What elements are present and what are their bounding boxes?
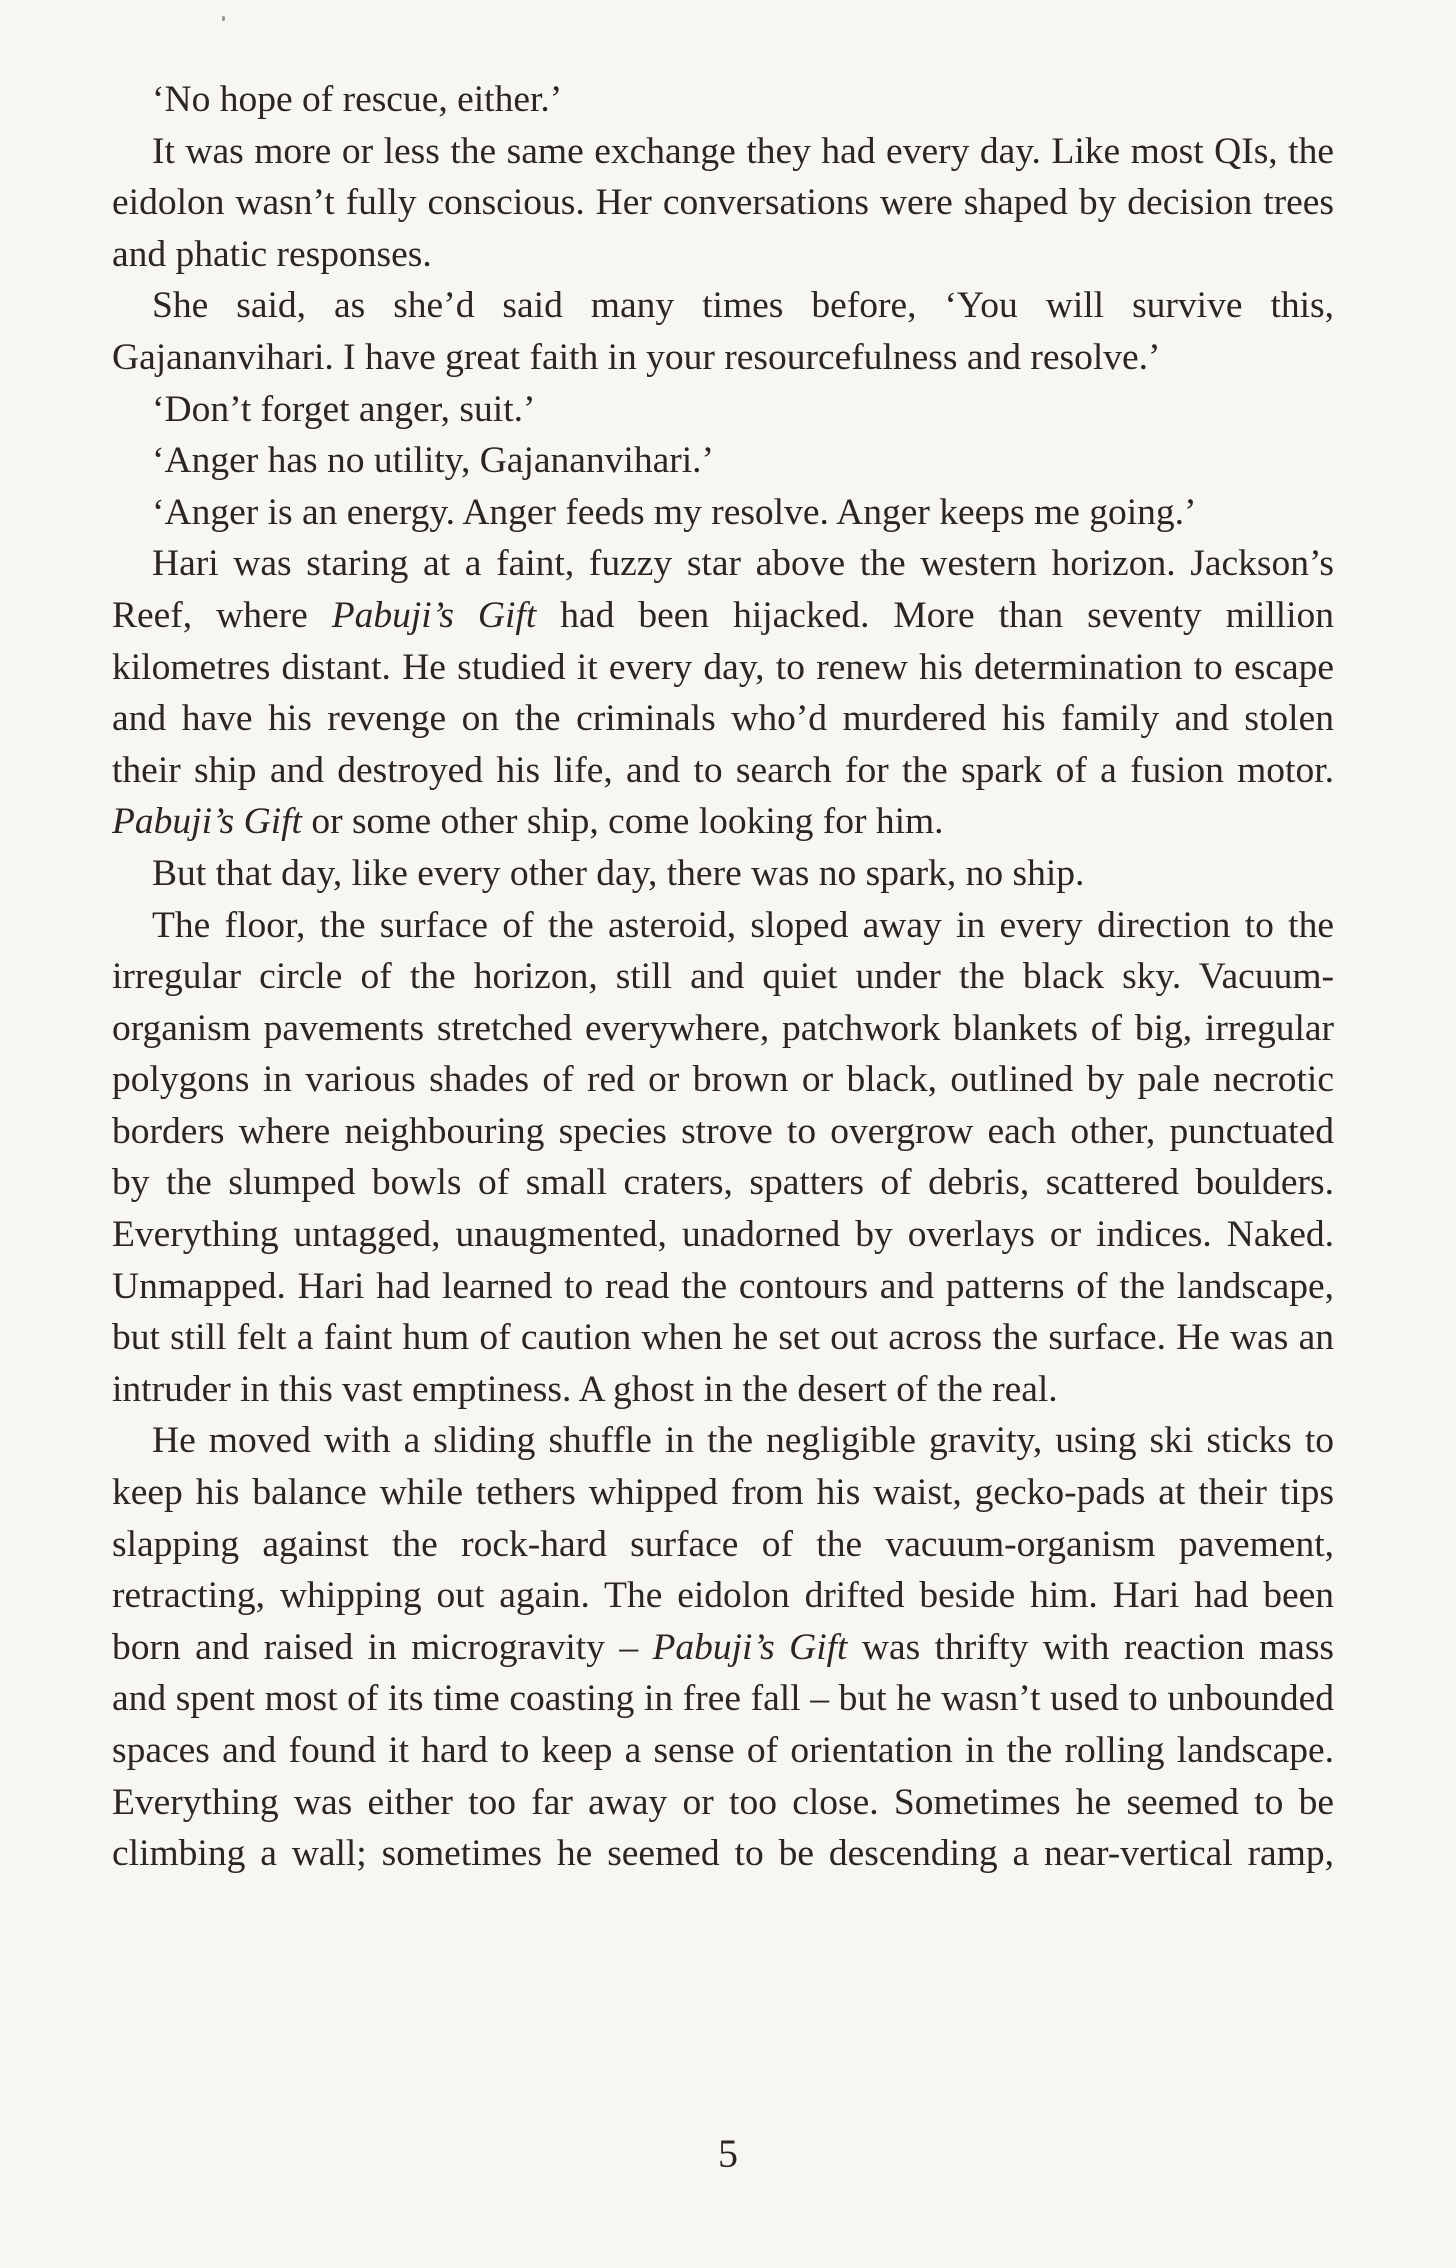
paper-speck <box>222 16 225 21</box>
text-run: It was more or less the same exchange they had every day. Like most QIs, the eidolon wasn’t fully conscious. Her conversations were shaped by decision trees and phatic responses. <box>112 130 1334 275</box>
text-run: Hari was staring at a faint, fuzzy star above the western horizon. Jackson’s Reef, where <box>112 543 1334 636</box>
paragraph <box>112 435 1334 487</box>
italic-title: Pabuji’s Gift <box>331 594 537 636</box>
text-run: But that day, like every other day, there was no spark, no ship. <box>152 852 1085 894</box>
paragraph <box>112 538 1334 848</box>
paragraph <box>112 74 1334 126</box>
body-text <box>112 74 1334 1880</box>
paragraph <box>112 900 1334 1416</box>
text-run: ‘No hope of rescue, either.’ <box>152 79 563 120</box>
text-run: was thrifty with reaction mass and spent most of its time coasting in free fall – but he wasn’t used to unbounded spaces and found it hard to keep a sense of orientation in the rolling landscape. Everything was either too far away or too close. Sometimes he seemed to be climbing a wall; sometimes he seemed to be descending a near-vertical ramp, <box>112 1626 1334 1875</box>
text-run: She said, as she’d said many times before, ‘You will survive this, Gajananvihari. I have great faith in your resourcefulness and resolve.’ <box>112 285 1334 378</box>
paragraph <box>112 1415 1334 1879</box>
paragraph <box>112 126 1334 281</box>
paragraph <box>112 848 1334 900</box>
paragraph <box>112 384 1334 436</box>
text-run: He moved with a sliding shuffle in the negligible gravity, using ski sticks to keep his balance while tethers whipped from his waist, gecko-pads at their tips slapping against the rock-hard surface of the vacuum-organism pavement, retracting, whipping out again. The eidolon drifted beside him. Hari had been born and raised in microgravity – <box>112 1420 1334 1668</box>
text-run: or some other ship, come looking for him. <box>301 801 944 843</box>
paragraph <box>112 280 1334 383</box>
italic-title: Pabuji’s Gift <box>112 801 302 843</box>
italic-title: Pabuji’s Gift <box>652 1626 848 1668</box>
text-run: ‘Anger has no utility, Gajananvihari.’ <box>152 440 714 482</box>
text-run: ‘Don’t forget anger, suit.’ <box>152 388 536 430</box>
text-run: The floor, the surface of the asteroid, sloped away in every direction to the irregular circle of the horizon, still and quiet under the black sky. Vacuum-organism pavements stretched everywhere, patchwork blankets of big, irregular polygons in various shades of red or brown or black, outlined by pale necrotic borders where neighbouring species strove to overgrow each other, punctuated by the slumped bowls of small craters, spatters of debris, scattered boulders. Everything untagged, unaugmented, unadorned by overlays or indices. Naked. Unmapped. Hari had learned to read the contours and patterns of the landscape, but still felt a faint hum of caution when he set out across the surface. He was an intruder in this vast emptiness. A ghost in the desert of the real. <box>112 904 1334 1410</box>
paragraph <box>112 487 1334 539</box>
page-number: 5 <box>718 2131 738 2176</box>
text-run: ‘Anger is an energy. Anger feeds my resolve. Anger keeps me going.’ <box>152 491 1197 533</box>
text-run: had been hijacked. More than seventy million kilometres distant. He studied it every day, to renew his determination to escape and have his revenge on the criminals who’d murdered his family and stolen their ship and destroyed his life, and to search for the spark of a fusion motor. <box>112 594 1334 791</box>
